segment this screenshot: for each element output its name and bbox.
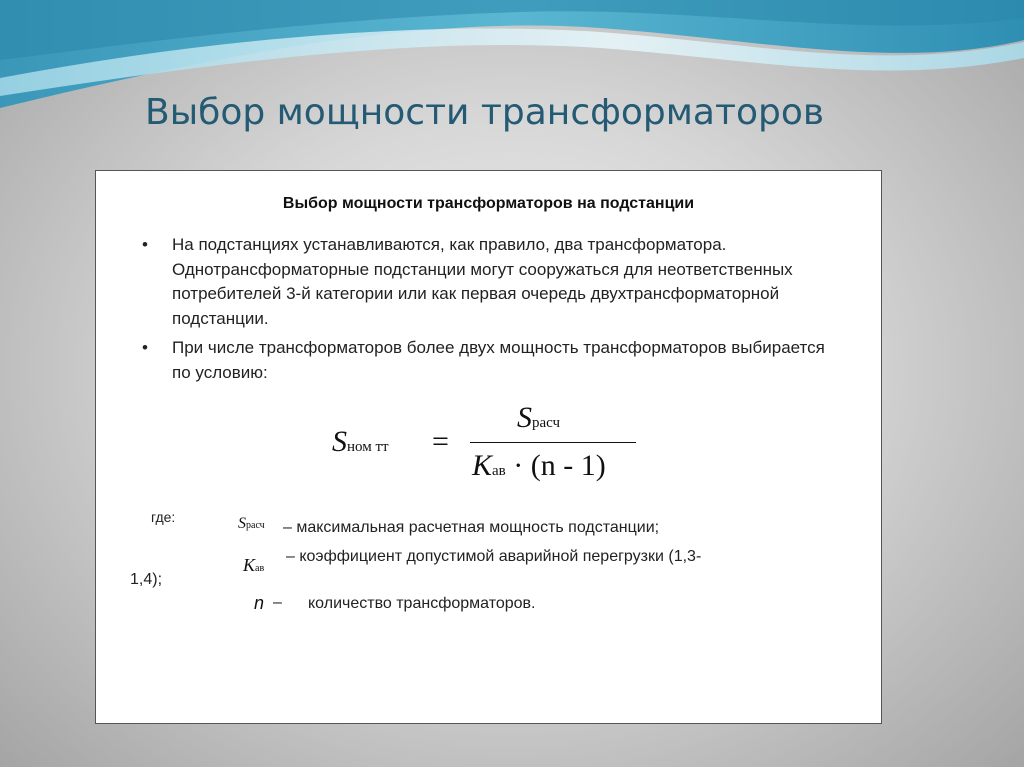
formula-numerator	[517, 401, 560, 435]
formula-den-rest: · (n - 1)	[513, 449, 606, 482]
bullet-marker: •	[142, 338, 148, 357]
bullet-item	[142, 336, 842, 385]
symbol-n: n	[254, 593, 265, 613]
formula-equals: =	[432, 425, 449, 458]
slide-title: Выбор мощности трансформаторов	[145, 92, 825, 133]
symbol-k-av	[243, 555, 264, 576]
panel-heading: Выбор мощности трансформаторов на подстанции	[282, 195, 695, 212]
formula-num-var: S	[517, 401, 532, 434]
symbol-subscript: расч	[246, 520, 265, 531]
formula-denominator	[472, 449, 606, 483]
definition-s-rasch: – максимальная расчетная мощность подстанции;	[283, 519, 660, 536]
bullet-list	[142, 233, 842, 390]
bullet-text: При числе трансформаторов более двух мощность трансформаторов выбирается по условию:	[172, 338, 825, 382]
definition-k-av-continued: 1,4);	[130, 571, 163, 588]
where-label: где:	[151, 509, 176, 525]
formula-num-subscript: расч	[532, 415, 561, 431]
symbol-s-rasch	[238, 515, 265, 533]
power-formula	[332, 401, 652, 491]
bullet-marker: •	[142, 235, 148, 254]
symbol-var: S	[238, 515, 246, 532]
definition-n: количество трансформаторов.	[308, 595, 536, 612]
formula-lhs-subscript: ном тт	[347, 439, 389, 455]
formula-lhs-var: S	[332, 425, 347, 458]
formula-den-subscript: ав	[492, 463, 506, 479]
content-panel	[95, 170, 882, 724]
bullet-text: На подстанциях устанавливаются, как правило, два трансформатора. Однотрансформаторные подстанции могут сооружаться для неответственных потребителей 3-й категории или как первая очередь двухтрансформаторной подстанции.	[172, 235, 793, 328]
definition-k-av: – коэффициент допустимой аварийной перегрузки (1,3-	[286, 548, 702, 565]
bullet-item	[142, 233, 842, 331]
formula-den-var: K	[472, 449, 493, 482]
definition-n-dash: –	[273, 594, 282, 611]
formula-lhs	[332, 425, 389, 459]
fraction-bar	[470, 442, 636, 443]
symbol-var: K	[243, 555, 256, 575]
symbol-subscript: ав	[255, 563, 265, 574]
